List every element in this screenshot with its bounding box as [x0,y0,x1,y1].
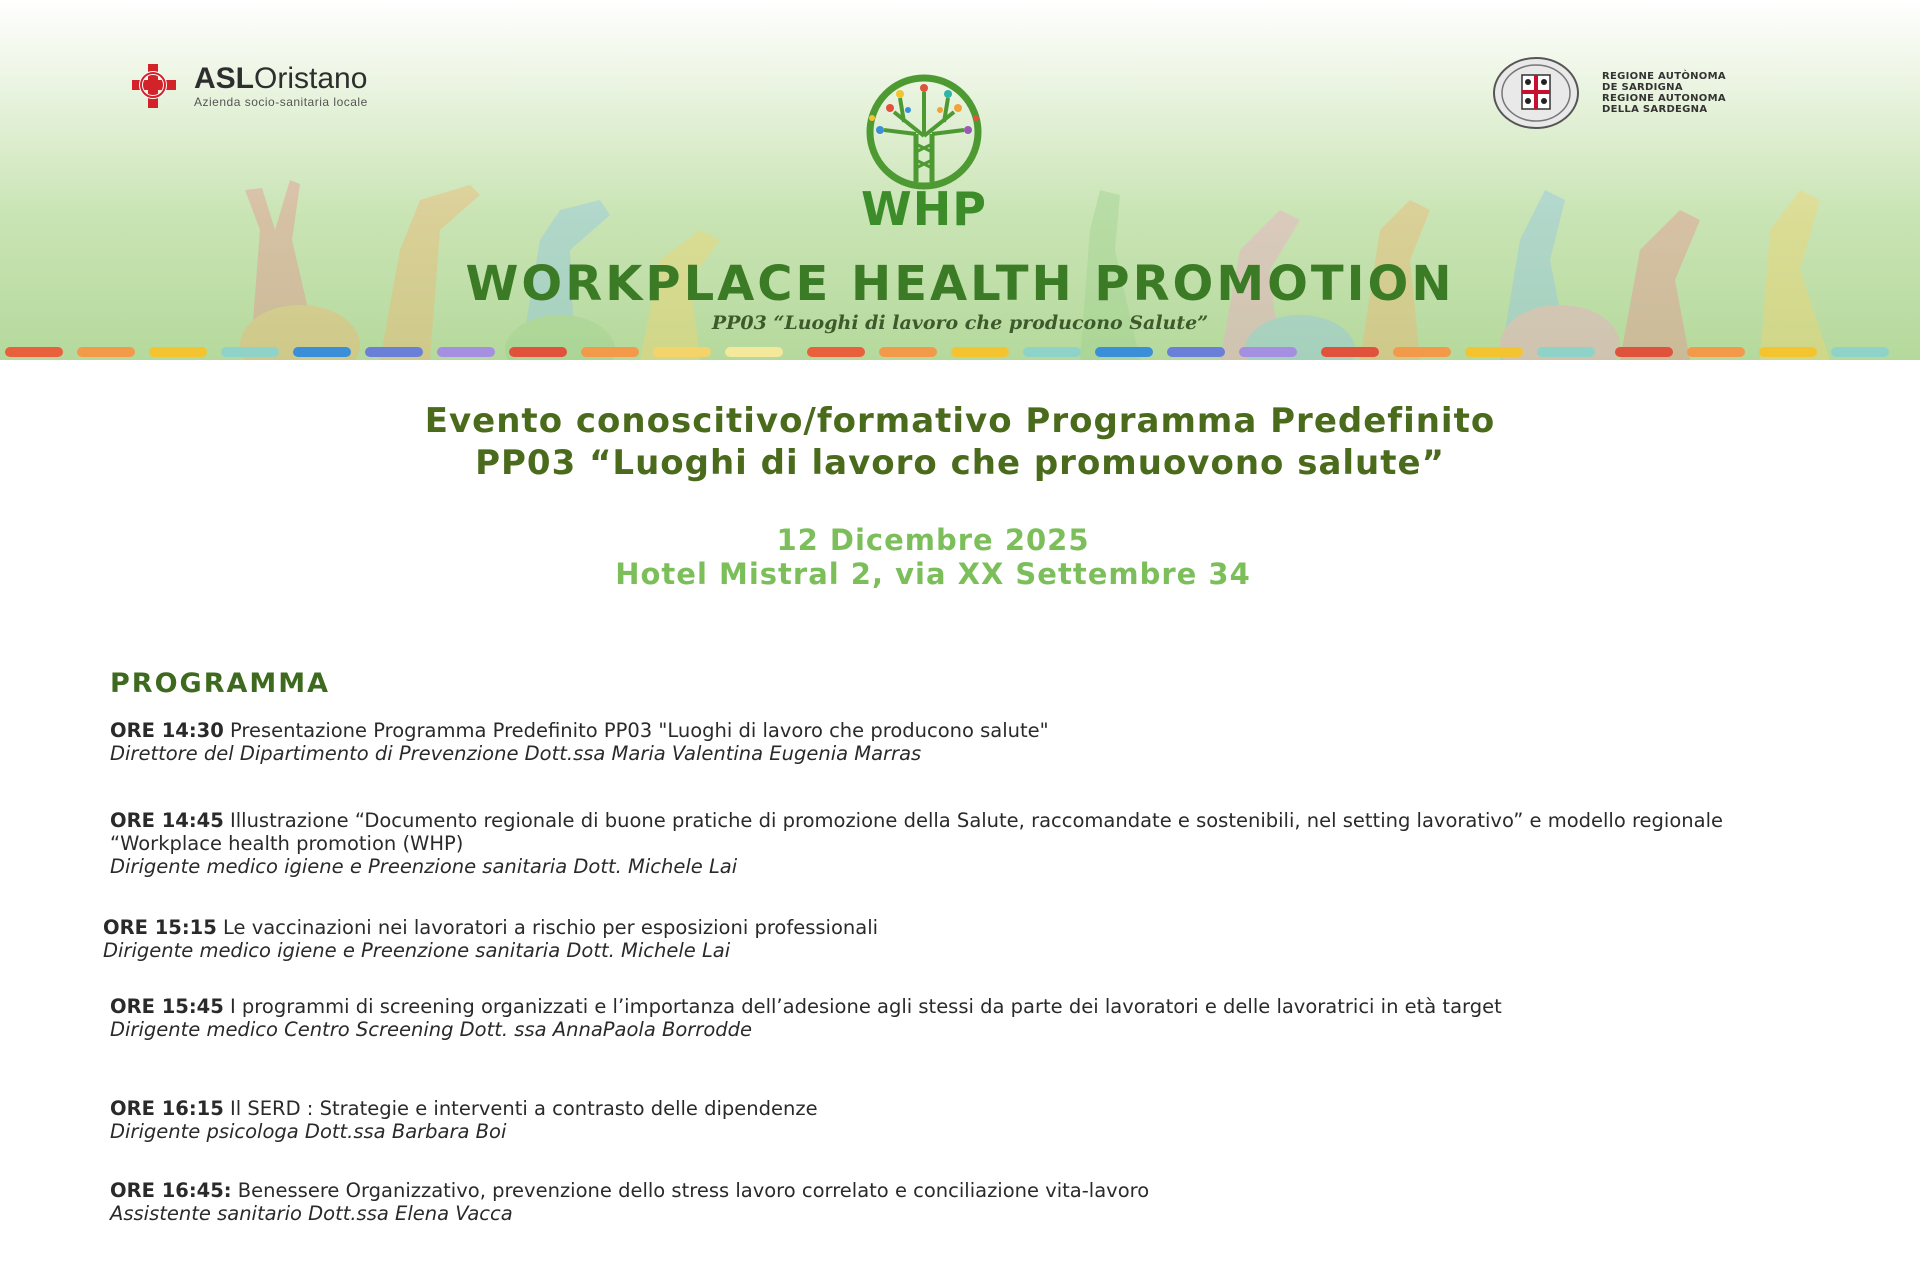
banner-title: WORKPLACE HEALTH PROMOTION [465,256,1455,312]
item-time: ORE 16:15 [110,1097,224,1120]
item-text: Il SERD : Strategie e interventi a contrasto delle dipendenze [223,1097,818,1120]
item-time: ORE 14:45 [110,809,224,832]
whp-logo-word: WHP [861,182,987,236]
item-text: Le vaccinazioni nei lavoratori a rischio per esposizioni professionali [216,916,879,939]
asl-subtitle: Azienda socio-sanitaria locale [194,95,368,109]
event-date: 12 Dicembre 2025 [776,523,1090,557]
asl-name: ASLOristano [194,62,368,95]
banner-subtitle: PP03 “Luoghi di lavoro che producono Salute” [711,312,1209,334]
item-speaker: Dirigente medico igiene e Preenzione sanitaria Dott. Michele Lai [103,939,731,962]
regione-sardegna-logo [1492,55,1726,131]
item-speaker: Dirigente medico Centro Screening Dott. ssa AnnaPaola Borrodde [110,1018,753,1041]
item-speaker: Assistente sanitario Dott.ssa Elena Vacca [110,1202,513,1225]
event-title-line2: PP03 “Luoghi di lavoro che promuovono salute” [475,443,1445,483]
item-speaker: Dirigente medico igiene e Preenzione sanitaria Dott. Michele Lai [110,855,738,878]
event-title-line1: Evento conoscitivo/formativo Programma Predefinito [424,401,1496,441]
event-venue: Hotel Mistral 2, via XX Settembre 34 [615,557,1251,591]
programma-heading: PROGRAMMA [110,668,331,699]
item-speaker: Direttore del Dipartimento di Prevenzione Dott.ssa Maria Valentina Eugenia Marras [110,742,922,765]
item-text: Presentazione Programma Predefinito PP03 "Luoghi di lavoro che producono salute" [223,719,1049,742]
item-text: Illustrazione “Documento regionale di buone pratiche di promozione della Salute, raccomandate e sostenibili, nel setting lavorativo” e modello regionale “Workplace health promotion (WHP) [110,809,1723,855]
item-time: ORE 15:15 [103,916,217,939]
asl-oristano-logo [128,60,368,112]
header-banner [0,0,1920,360]
item-speaker: Dirigente psicologa Dott.ssa Barbara Boi [110,1120,507,1143]
item-time: ORE 15:45 [110,995,224,1018]
event-title [0,400,1920,484]
item-time: ORE 16:45: [110,1179,232,1202]
sardinia-seal-icon [1492,55,1580,131]
regione-sardegna-text: REGIONE AUTÒNOMA DE SARDIGNA REGIONE AUTONOMA DELLA SARDEGNA [1602,71,1726,115]
item-text: Benessere Organizzativo, prevenzione dello stress lavoro correlato e conciliazione vita-lavoro [231,1179,1150,1202]
programma-item [110,1179,1840,1225]
programma-item [110,995,1840,1041]
asl-cross-icon [128,60,180,112]
programma-item [110,719,1840,765]
item-time: ORE 14:30 [110,719,224,742]
colored-dash-divider [0,346,1920,358]
programma-item [103,916,1833,962]
event-date-venue [0,523,1866,591]
programma-item [110,1097,1840,1143]
item-text: I programmi di screening organizzati e l’importanza dell’adesione agli stessi da parte dei lavoratori e delle lavoratrici in età target [223,995,1502,1018]
programma-item [110,809,1840,878]
